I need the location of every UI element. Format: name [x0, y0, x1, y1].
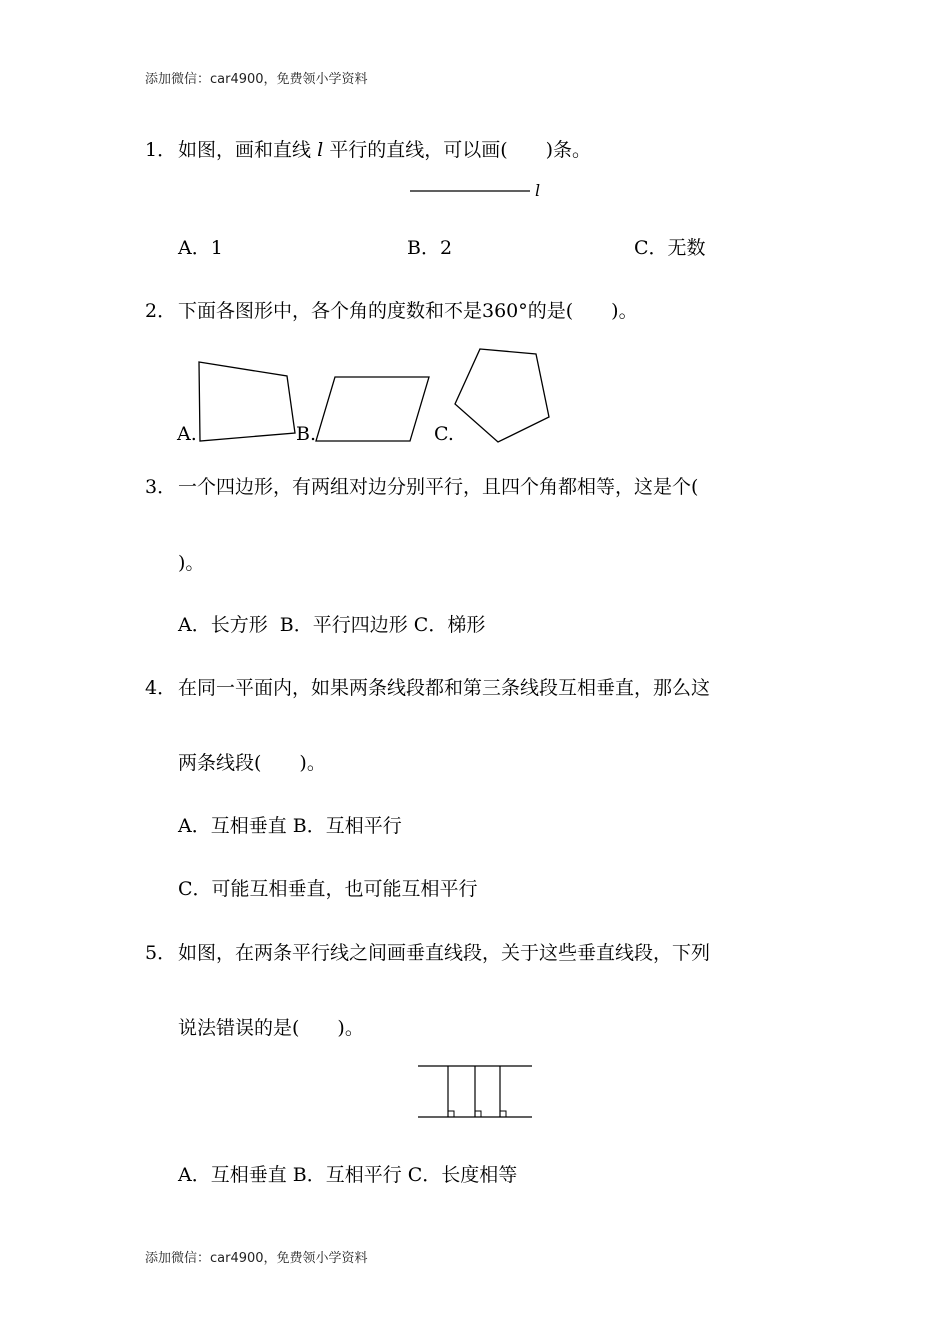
q5-parallel-lines-figure: [410, 1060, 540, 1125]
q2-label-c: C.: [434, 423, 454, 445]
q5-options: A．互相垂直 B．互相平行 C．长度相等: [178, 1164, 518, 1186]
q2-number: 2．: [145, 300, 177, 322]
q5-line2: 说法错误的是( )。: [178, 1017, 364, 1039]
q4-number: 4．: [145, 677, 177, 699]
q2-quadrilateral-a: [199, 362, 295, 441]
q5-right-angle-3: [500, 1111, 506, 1117]
q1-number: 1．: [145, 139, 177, 161]
q4-line1: 在同一平面内，如果两条线段都和第三条线段互相垂直，那么这: [178, 677, 711, 699]
q1-line-variable: l: [317, 139, 324, 161]
q4-option1: A．互相垂直 B．互相平行: [178, 815, 402, 837]
q1-line-label: l: [535, 181, 541, 200]
q3-line2: )。: [178, 552, 205, 574]
q3-options: A．长方形 B．平行四边形 C．梯形: [178, 614, 486, 636]
q1-option-c: C．无数: [634, 237, 706, 259]
q5-line1: 如图，在两条平行线之间画垂直线段，关于这些垂直线段，下列: [178, 942, 711, 964]
q1-option-b: B．2: [407, 237, 453, 259]
q2-label-a: A.: [177, 423, 197, 445]
q2-parallelogram-b: [316, 377, 429, 441]
q4-line2: 两条线段( )。: [178, 752, 326, 774]
q1-line-figure: [410, 182, 550, 202]
q2-shapes: [170, 340, 570, 450]
q4-option2: C．可能互相垂直，也可能互相平行: [178, 878, 478, 900]
q5-number: 5．: [145, 942, 177, 964]
q2-pentagon-c: [455, 349, 549, 442]
q3-line1: 一个四边形，有两组对边分别平行，且四个角都相等，这是个(: [178, 476, 699, 498]
q1-text-a: 如图，画和直线: [178, 139, 312, 161]
q1-option-a: A．1: [178, 237, 223, 259]
q2-text: 下面各图形中，各个角的度数和不是360°的是( )。: [178, 300, 638, 322]
q5-right-angle-2: [475, 1111, 481, 1117]
q5-right-angle-1: [448, 1111, 454, 1117]
q3-number: 3．: [145, 476, 177, 498]
page-footer: 添加微信：car4900，免费领小学资料: [145, 1251, 368, 1266]
q1-text-b: 平行的直线，可以画( )条。: [329, 139, 592, 161]
q1-text: [178, 141, 591, 160]
q2-label-b: B.: [296, 423, 317, 445]
page-header: 添加微信：car4900，免费领小学资料: [145, 72, 368, 87]
